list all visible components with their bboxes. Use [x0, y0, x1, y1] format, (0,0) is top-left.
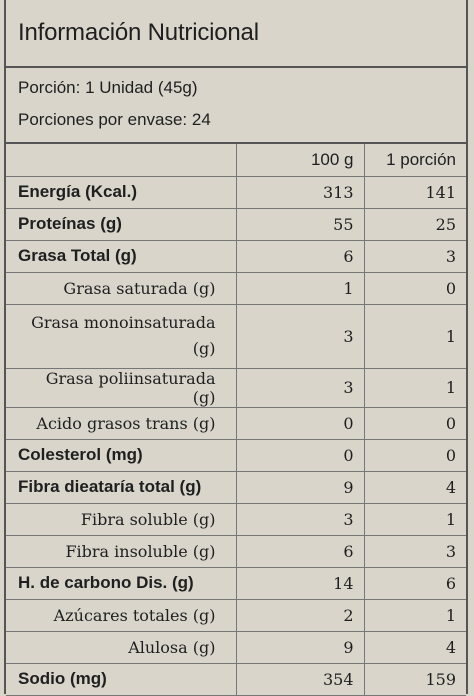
value-portion: 3 — [364, 535, 466, 567]
value-100g: 3 — [236, 368, 364, 407]
serving-info — [6, 68, 466, 144]
table-row — [6, 535, 466, 567]
value-100g: 1 — [236, 272, 364, 304]
value-100g: 3 — [236, 304, 364, 368]
title-row — [6, 0, 466, 68]
nutrient-label: Proteínas (g) — [6, 208, 236, 240]
table-row — [6, 208, 466, 240]
nutrient-label: Grasa saturada (g) — [6, 272, 236, 304]
value-100g: 2 — [236, 599, 364, 631]
nutrient-label: H. de carbono Dis. (g) — [6, 567, 236, 599]
value-portion: 0 — [364, 407, 466, 439]
nutrient-label: Fibra soluble (g) — [6, 503, 236, 535]
table-row — [6, 439, 466, 471]
table-row — [6, 407, 466, 439]
value-100g: 354 — [236, 663, 364, 695]
value-100g: 0 — [236, 439, 364, 471]
nutrient-label — [6, 304, 236, 368]
nutrient-label: Sodio (mg) — [6, 663, 236, 695]
table-row — [6, 176, 466, 208]
value-portion: 6 — [364, 567, 466, 599]
column-header-100g: 100 g — [236, 144, 364, 176]
nutrient-label: Fibra insoluble (g) — [6, 535, 236, 567]
value-portion: 1 — [364, 304, 466, 368]
servings-per-container: Porciones por envase: 24 — [18, 110, 211, 129]
table-row — [6, 567, 466, 599]
value-100g: 14 — [236, 567, 364, 599]
table-header-row — [6, 144, 466, 176]
nutrient-label: Colesterol (mg) — [6, 439, 236, 471]
nutrition-facts-panel — [4, 0, 468, 694]
value-portion: 0 — [364, 439, 466, 471]
value-100g: 9 — [236, 631, 364, 663]
table-row — [6, 272, 466, 304]
value-portion: 3 — [364, 240, 466, 272]
nutrient-label: Fibra dieataría total (g) — [6, 471, 236, 503]
value-100g: 313 — [236, 176, 364, 208]
value-portion: 1 — [364, 599, 466, 631]
header-empty-cell — [6, 144, 236, 176]
value-100g: 6 — [236, 535, 364, 567]
table-row — [6, 368, 466, 407]
nutrient-label: Energía (Kcal.) — [6, 176, 236, 208]
nutrient-label: Acido grasos trans (g) — [6, 407, 236, 439]
table-row — [6, 304, 466, 368]
value-100g: 3 — [236, 503, 364, 535]
column-header-portion: 1 porción — [364, 144, 466, 176]
table-row — [6, 663, 466, 695]
value-100g: 55 — [236, 208, 364, 240]
table-row — [6, 631, 466, 663]
value-portion: 1 — [364, 503, 466, 535]
page-title: Información Nutricional — [18, 19, 259, 46]
nutrient-label-text: Grasa monoinsaturada (g) — [31, 313, 216, 358]
table-row — [6, 503, 466, 535]
serving-size: Porción: 1 Unidad (45g) — [18, 78, 198, 97]
nutrition-table — [6, 144, 466, 696]
nutrient-label: Alulosa (g) — [6, 631, 236, 663]
value-portion: 4 — [364, 471, 466, 503]
nutrient-label: Azúcares totales (g) — [6, 599, 236, 631]
value-portion: 141 — [364, 176, 466, 208]
value-portion: 1 — [364, 368, 466, 407]
nutrient-label: Grasa Total (g) — [6, 240, 236, 272]
value-100g: 6 — [236, 240, 364, 272]
value-portion: 4 — [364, 631, 466, 663]
table-row — [6, 240, 466, 272]
value-100g: 9 — [236, 471, 364, 503]
table-row — [6, 599, 466, 631]
value-portion: 0 — [364, 272, 466, 304]
value-portion: 159 — [364, 663, 466, 695]
value-portion: 25 — [364, 208, 466, 240]
nutrient-label: Grasa poliinsaturada (g) — [6, 368, 236, 407]
table-row — [6, 471, 466, 503]
value-100g: 0 — [236, 407, 364, 439]
